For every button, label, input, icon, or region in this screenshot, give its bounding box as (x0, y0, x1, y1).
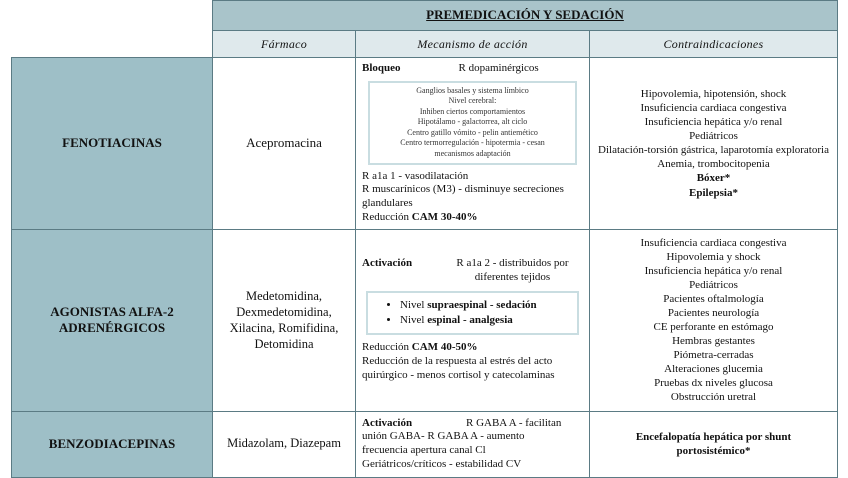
box-line: Nivel cerebral: (448, 96, 497, 106)
contra-item: Pacientes oftalmología (663, 292, 764, 305)
bullet-text: Nivel (400, 313, 428, 326)
mech-head-receptor: R a1a 2 - distribuidos por diferentes tejidos (456, 257, 569, 284)
contraindications-cell (590, 411, 838, 477)
contra-item: Hipovolemia y shock (666, 250, 761, 263)
corner-blank-2 (12, 31, 213, 58)
group-label: FENOTIACINAS (12, 58, 213, 230)
contra-item: Dilatación-torsión gástrica, laparotomía exploratoria (598, 144, 829, 157)
mech-line: R muscarínicos (M3) - disminuye secreciones glandulares (362, 183, 564, 210)
bullet-bold: supraespinal - sedación (427, 298, 537, 311)
mech-line: frecuencia apertura canal Cl (362, 444, 486, 457)
mech-text: Reducción (362, 341, 412, 354)
contra-item: Pruebas dx niveles glucosa (654, 377, 773, 390)
contra-item-bold: Encefalopatía hepática por shunt portosistémico* (635, 431, 792, 458)
table-row-fenotiacinas (12, 58, 838, 230)
group-label: BENZODIACEPINAS (12, 411, 213, 477)
mech-bold: CAM 40-50% (411, 341, 478, 354)
contra-item: CE perforante en estómago (653, 321, 774, 334)
premedication-table (11, 0, 838, 478)
mechanism-cell (356, 229, 590, 411)
mech-head-bold: Bloqueo (362, 62, 401, 74)
mech-head-bold: Activación (362, 257, 413, 270)
mech-line: Geriátricos/críticos - estabilidad CV (362, 457, 522, 470)
mech-text: Reducción (362, 210, 412, 223)
mechanism-cell (356, 411, 590, 477)
mech-line: Reducción de la respuesta al estrés del acto quirúrgico - menos cortisol y catecolaminas (362, 355, 555, 381)
mech-line (362, 211, 583, 225)
contra-item: Insuficiencia hepática y/o renal (644, 116, 783, 129)
contraindications-cell (590, 58, 838, 230)
corner-blank (12, 1, 213, 31)
mech-line: R a1a 1 - vasodilatación (362, 169, 469, 182)
levels-box (366, 291, 579, 336)
list-item (400, 299, 573, 313)
mech-line: unión GABA- R GABA A - aumento (362, 430, 525, 443)
col-header-mechanism: Mecanismo de acción (356, 31, 590, 58)
table-title: PREMEDICACIÓN Y SEDACIÓN (213, 1, 838, 31)
contra-item-bold: Bóxer* (696, 172, 731, 185)
col-header-drug: Fármaco (213, 31, 356, 58)
table-row-alfa2 (12, 229, 838, 411)
mech-line (362, 341, 583, 355)
box-line: mecanismos adaptación (434, 149, 511, 159)
mech-head-receptor: R dopaminérgicos (458, 62, 539, 74)
mechanism-cell (356, 58, 590, 230)
box-line: Centro termorregulación - hipotermia - cesan (400, 138, 545, 148)
contra-item: Insuficiencia cardiaca congestiva (640, 236, 787, 249)
drug-cell: Medetomidina, Dexmedetomidina, Xilacina, Romifidina, Detomidina (213, 229, 356, 411)
mech-head-bold: Activación (362, 416, 413, 429)
mech-bold: CAM 30-40% (411, 210, 478, 223)
contra-item: Obstrucción uretral (670, 391, 757, 404)
contra-item: Insuficiencia hepática y/o renal (644, 264, 783, 277)
col-header-contraindications: Contraindicaciones (590, 31, 838, 58)
contra-item: Insuficiencia cardiaca congestiva (640, 102, 787, 115)
bullet-text: Nivel (400, 298, 428, 311)
table-row-benzodiacepinas (12, 411, 838, 477)
contra-item: Pediátricos (689, 278, 738, 291)
contra-item-bold: Epilepsia* (689, 186, 738, 199)
contra-item: Hembras gestantes (672, 335, 755, 348)
drug-cell: Midazolam, Diazepam (213, 411, 356, 477)
list-item (400, 314, 573, 328)
box-line: Centro gatillo vómito - pelin antiemético (407, 127, 538, 137)
contra-item: Pacientes neurología (667, 307, 760, 319)
box-line: Hipotálamo - galactorrea, alt ciclo (417, 117, 528, 127)
contra-item: Hipovolemia, hipotensión, shock (640, 87, 787, 100)
contra-item: Pediátricos (689, 130, 738, 143)
brain-levels-box (368, 81, 577, 165)
drug-cell: Acepromacina (213, 58, 356, 230)
contra-item: Anemia, trombocitopenia (657, 158, 770, 171)
contra-item: Piómetra-cerradas (673, 349, 754, 362)
bullet-bold: espinal - analgesia (427, 313, 513, 326)
contraindications-cell (590, 229, 838, 411)
mech-head-receptor: R GABA A - facilitan (466, 416, 562, 429)
box-line: Inhiben ciertos comportamientos (419, 106, 526, 116)
contra-item: Alteraciones glucemia (664, 363, 763, 376)
group-label: AGONISTAS ALFA-2 ADRENÉRGICOS (12, 229, 213, 411)
box-line: Ganglios basales y sistema límbico (416, 85, 529, 95)
